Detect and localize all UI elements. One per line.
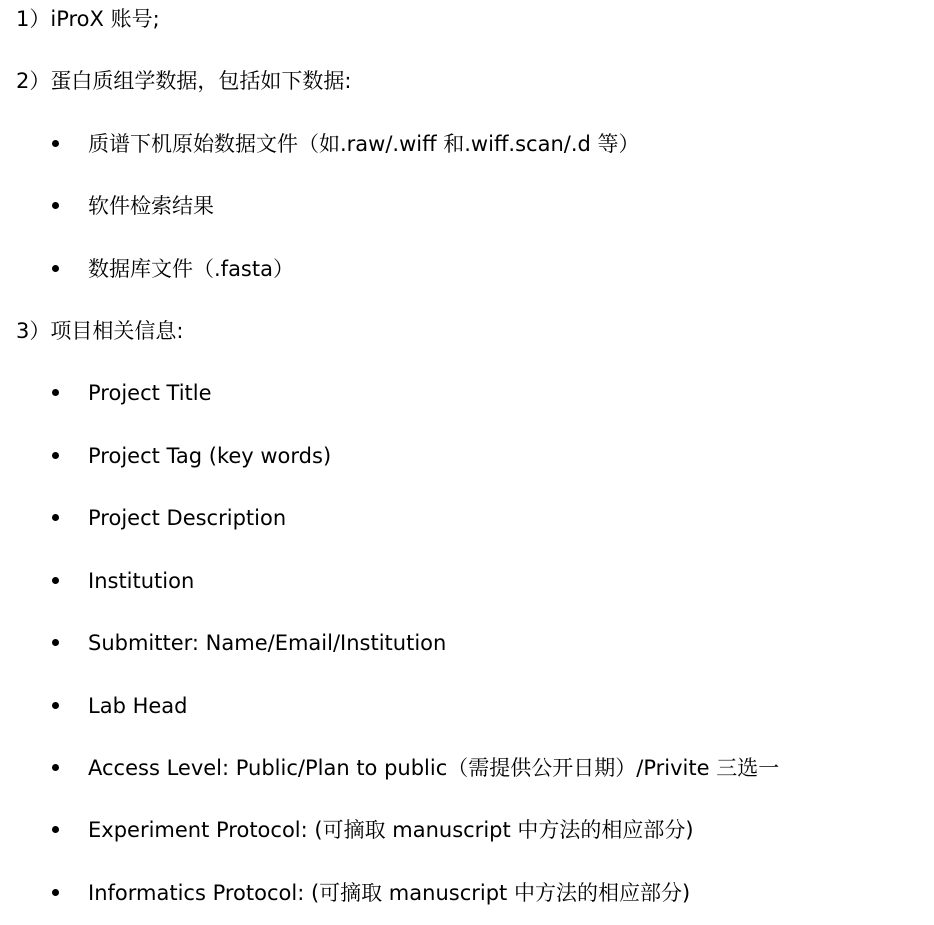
bullet-icon (52, 514, 59, 521)
list-item (52, 441, 331, 471)
list-item-text: Submitter: Name/Email/Institution (88, 631, 447, 655)
bullet-icon (52, 202, 59, 209)
list-item (52, 878, 690, 908)
list-item-text: 数据库文件（.fasta） (88, 257, 294, 281)
list-item-text: Informatics Protocol: (可摘取 manuscript 中方法的相应部分) (88, 881, 691, 905)
list-item (52, 815, 694, 845)
list-item (52, 129, 640, 159)
bullet-icon (52, 265, 59, 272)
bullet-icon (52, 389, 59, 396)
bullet-icon (52, 702, 59, 709)
list-item (52, 191, 214, 221)
bullet-icon (52, 577, 59, 584)
bullet-icon (52, 889, 59, 896)
list-item-text: Project Description (88, 506, 287, 530)
list-item (52, 753, 779, 783)
list-item (52, 628, 446, 658)
list-item (52, 378, 212, 408)
list-item (52, 566, 194, 596)
bullet-icon (52, 764, 59, 771)
list-item-text: Project Title (88, 381, 212, 405)
list-item (52, 503, 286, 533)
list-item-text: Lab Head (88, 694, 188, 718)
list-item-text: Experiment Protocol: (可摘取 manuscript 中方法的相应部分) (88, 818, 694, 842)
list-item (52, 254, 294, 284)
section-heading-3: 3）项目相关信息: (16, 319, 184, 343)
list-item (52, 691, 187, 721)
bullet-icon (52, 639, 59, 646)
bullet-icon (52, 452, 59, 459)
bullet-icon (52, 140, 59, 147)
bullet-icon (52, 826, 59, 833)
section-heading-2: 2）蛋白质组学数据，包括如下数据: (16, 69, 352, 93)
list-item-text: 质谱下机原始数据文件（如.raw/.wiff 和.wiff.scan/.d 等） (88, 132, 640, 156)
list-item-text: Project Tag (key words) (88, 444, 332, 468)
list-item-text: Access Level: Public/Plan to public（需提供公开日期）/Privite 三选一 (88, 756, 780, 780)
list-item-text: 软件检索结果 (88, 194, 214, 218)
list-item-text: Institution (88, 569, 195, 593)
section-heading-1: 1）iProX 账号; (16, 7, 160, 31)
